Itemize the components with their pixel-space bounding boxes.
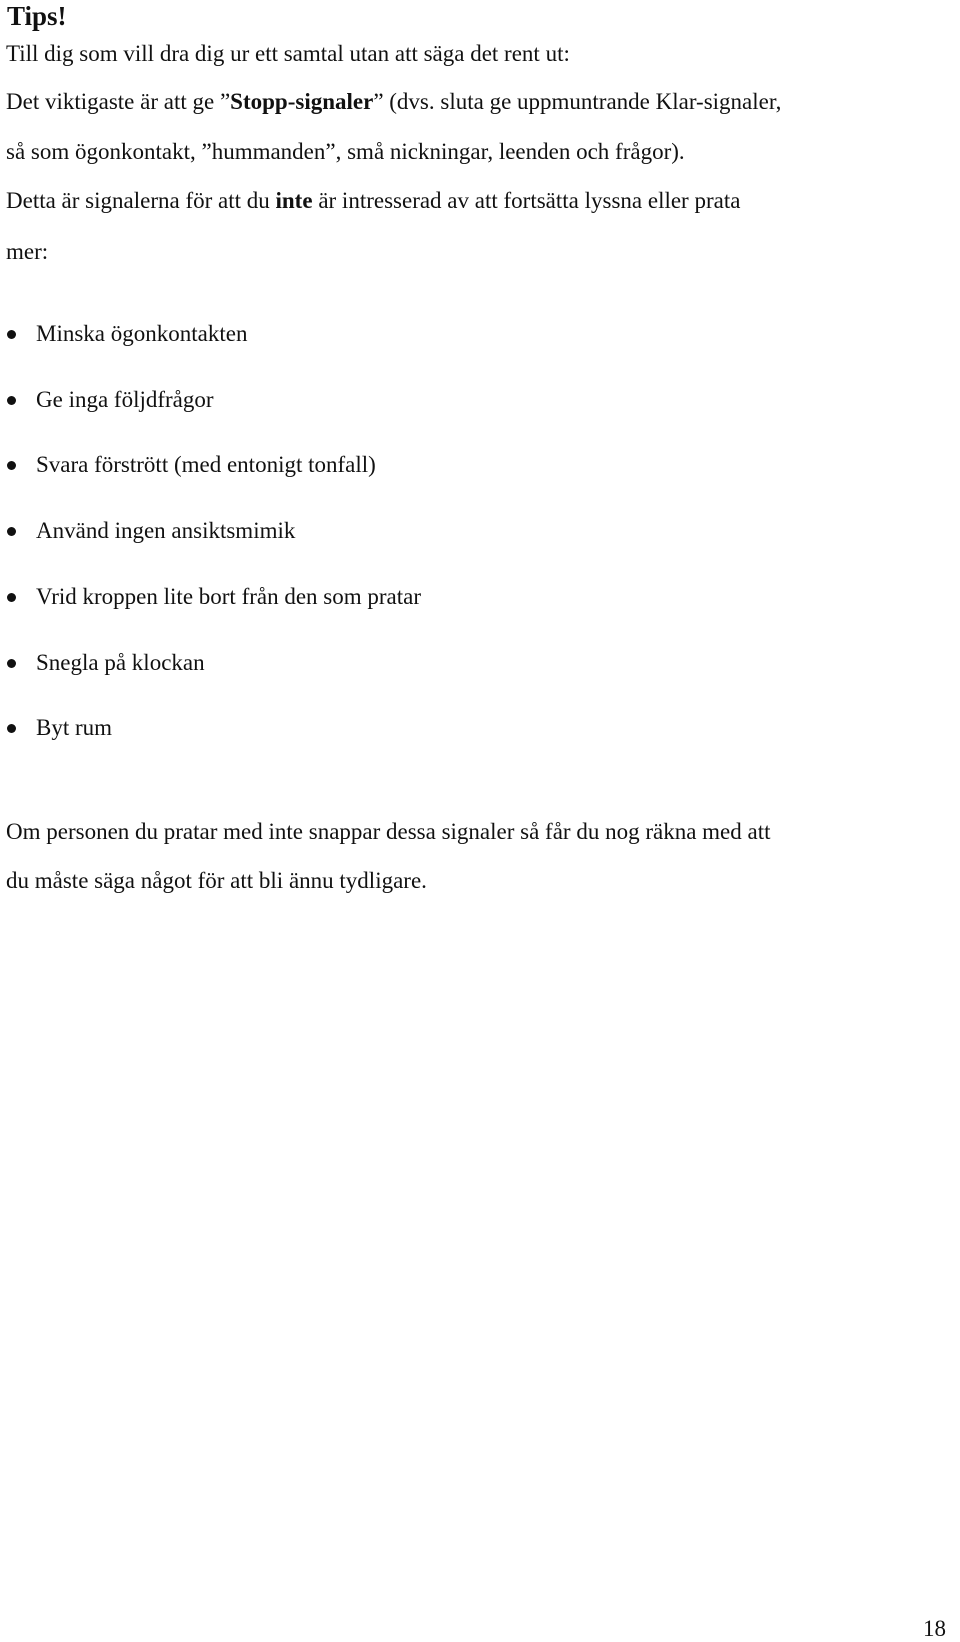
paragraph-line-2-pre: Det viktigaste är att ge ” bbox=[6, 89, 231, 114]
paragraph-line-4-pre: Detta är signalerna för att du bbox=[6, 188, 276, 213]
list-item bbox=[0, 450, 700, 480]
list-item-text: Ge inga följdfrågor bbox=[36, 387, 214, 412]
stopp-signaler-bold: Stopp-signaler bbox=[230, 89, 374, 114]
paragraph-line-4-post: är intresserad av att fortsätta lyssna eller prata bbox=[312, 188, 741, 213]
inte-bold: inte bbox=[275, 188, 313, 213]
page-title: Tips! bbox=[7, 1, 67, 31]
paragraph-line-4 bbox=[6, 187, 740, 215]
list-item bbox=[0, 648, 700, 678]
list-item bbox=[0, 713, 700, 743]
bullet-icon bbox=[7, 396, 16, 405]
paragraph-line-2-post: ” (dvs. sluta ge uppmuntrande Klar-signaler, bbox=[373, 89, 782, 114]
closing-line-2: du måste säga något för att bli ännu tydligare. bbox=[6, 868, 427, 893]
list-item-text: Snegla på klockan bbox=[36, 650, 205, 675]
list-item bbox=[0, 516, 700, 546]
paragraph-line-2 bbox=[6, 88, 781, 116]
list-item bbox=[0, 582, 700, 612]
list-item-text: Minska ögonkontakten bbox=[36, 321, 248, 346]
paragraph-line-3: så som ögonkontakt, ”hummanden”, små nickningar, leenden och frågor). bbox=[6, 139, 685, 164]
list-item-text: Använd ingen ansiktsmimik bbox=[36, 518, 296, 543]
list-item-text: Vrid kroppen lite bort från den som pratar bbox=[36, 584, 422, 609]
paragraph-line-5: mer: bbox=[6, 239, 49, 264]
bullet-icon bbox=[7, 593, 16, 602]
bullet-icon bbox=[7, 330, 16, 339]
bullet-icon bbox=[7, 724, 16, 733]
intro-line: Till dig som vill dra dig ur ett samtal utan att säga det rent ut: bbox=[6, 41, 570, 66]
list-item bbox=[0, 319, 700, 349]
page-number: 18 bbox=[923, 1616, 946, 1641]
closing-line-1: Om personen du pratar med inte snappar dessa signaler så får du nog räkna med att bbox=[6, 819, 771, 844]
bullet-icon bbox=[7, 461, 16, 470]
list-item-text: Svara förstrött (med entonigt tonfall) bbox=[36, 452, 376, 477]
bullet-icon bbox=[7, 659, 16, 668]
list-item bbox=[0, 385, 700, 415]
bullet-icon bbox=[7, 527, 16, 536]
list-item-text: Byt rum bbox=[36, 715, 113, 740]
